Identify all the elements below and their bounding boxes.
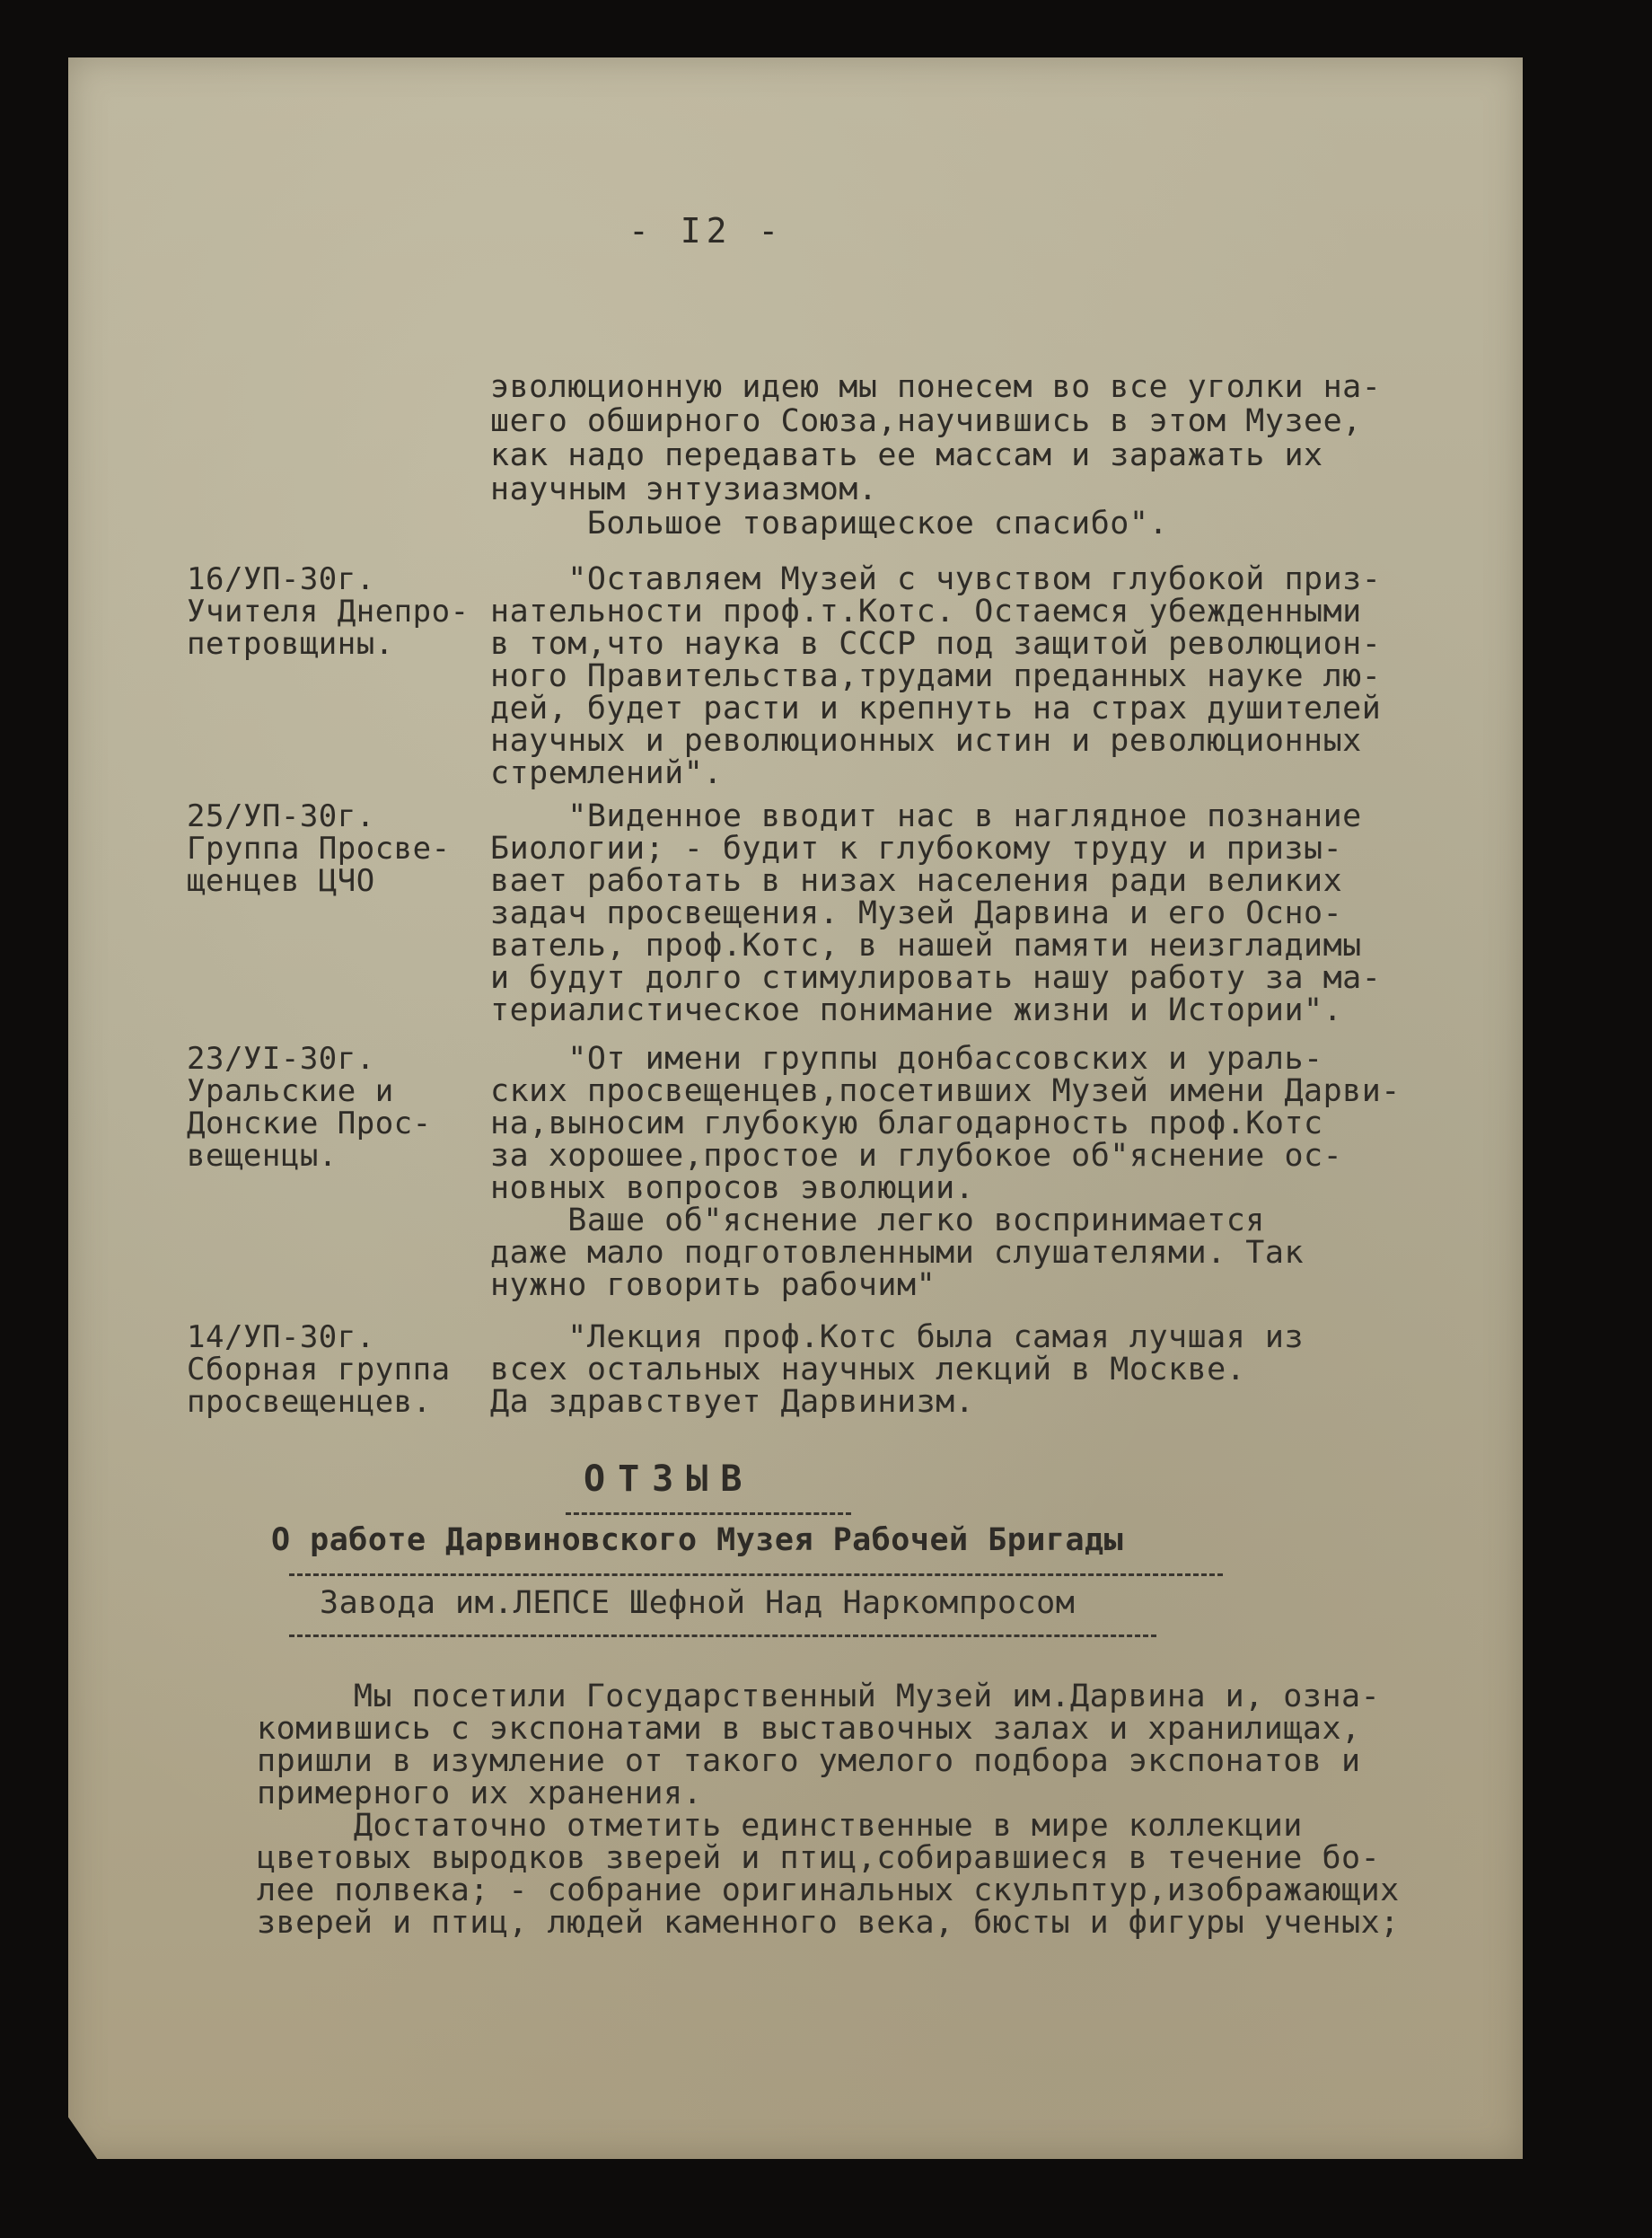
text-line: нужно говорить рабочим"	[490, 1267, 936, 1303]
text-line: и будут долго стимулировать нашу работу за ма-	[490, 960, 1382, 996]
text-line: цветовых выродков зверей и птиц,собиравшиеся в течение бо-	[257, 1840, 1381, 1876]
review-date: 25/УП-30г.	[187, 798, 375, 834]
heading-underline	[566, 1512, 851, 1515]
text-line: Ваше об"яснение легко воспринимается	[490, 1203, 1265, 1238]
text-line: стремлений".	[490, 755, 723, 791]
subtitle-underline	[289, 1573, 1223, 1576]
review-author: просвещенцев.	[187, 1384, 432, 1420]
review-date: 14/УП-30г.	[187, 1319, 375, 1355]
text-line: Мы посетили Государственный Музей им.Дарвина и, озна-	[257, 1678, 1381, 1714]
text-line: териалистическое понимание жизни и Истории".	[490, 992, 1343, 1028]
review-author: Донские Прос-	[187, 1106, 432, 1141]
text-line: "Виденное вводит нас в наглядное познание	[490, 798, 1362, 834]
text-line: дей, будет расти и крепнуть на страх душителей	[490, 691, 1382, 727]
text-line: эволюционную идею мы понесем во все уголки на-	[490, 369, 1382, 405]
review-author: петровщины.	[187, 626, 394, 662]
review-author: Сборная группа	[187, 1352, 451, 1388]
text-line: шего обширного Союза,научившись в этом Музее,	[490, 403, 1362, 439]
text-line: "Оставляем Музей с чувством глубокой приз-	[490, 561, 1382, 597]
review-author: Уральские и	[187, 1073, 394, 1109]
text-line: комившись с экспонатами в выставочных залах и хранилищах,	[257, 1711, 1361, 1747]
otzyv-subtitle: О работе Дарвиновского Музея Рабочей Бригады	[271, 1522, 1124, 1558]
text-line: нательности проф.т.Котс. Остаемся убежденными	[490, 594, 1362, 630]
text-line: ских просвещенцев,посетивших Музей имени Дарви-	[490, 1073, 1401, 1109]
text-line: Достаточно отметить единственные в мире коллекции	[257, 1808, 1303, 1844]
text-line: новных вопросов эволюции.	[490, 1170, 975, 1206]
review-author: Учителя Днепро-	[187, 594, 470, 630]
text-line: даже мало подготовленными слушателями. Так	[490, 1235, 1305, 1271]
text-line: задач просвещения. Музей Дарвина и его Осно-	[490, 895, 1343, 931]
review-date: 23/УI-30г.	[187, 1041, 375, 1077]
review-date: 16/УП-30г.	[187, 561, 375, 597]
text-line: за хорошее,простое и глубокое об"яснение ос-	[490, 1138, 1343, 1174]
otzyv-subtitle: Завода им.ЛЕПСЕ Шефной Над Наркомпросом	[320, 1585, 1076, 1621]
text-line: Большое товарищеское спасибо".	[490, 506, 1169, 542]
text-line: ватель, проф.Котс, в нашей памяти неизгладимы	[490, 928, 1362, 964]
text-line: "Лекция проф.Котс была самая лучшая из	[490, 1319, 1305, 1355]
text-line: лее полвека; - собрание оригинальных скульптур,изображающих	[257, 1872, 1400, 1908]
text-line: пришли в изумление от такого умелого подбора экспонатов и	[257, 1743, 1361, 1779]
text-line: Биологии; - будит к глубокому труду и призы-	[490, 831, 1343, 867]
text-line: зверей и птиц, людей каменного века, бюсты и фигуры ученых;	[257, 1905, 1400, 1941]
review-author: Группа Просве-	[187, 831, 451, 867]
text-line: вает работать в низах населения ради великих	[490, 863, 1343, 899]
text-line: ного Правительства,трудами преданных науке лю-	[490, 658, 1382, 694]
text-line: Да здравствует Дарвинизм.	[490, 1384, 975, 1420]
text-line: всех остальных научных лекций в Москве.	[490, 1352, 1246, 1388]
review-author: вещенцы.	[187, 1138, 338, 1174]
otzyv-heading: ОТЗЫВ	[584, 1458, 755, 1500]
text-line: как надо передавать ее массам и заражать их	[490, 437, 1323, 473]
subtitle-underline	[289, 1634, 1156, 1637]
text-line: в том,что наука в СССР под защитой революцион-	[490, 626, 1382, 662]
text-line: научным энтузиазмом.	[490, 471, 878, 507]
text-line: примерного их хранения.	[257, 1775, 703, 1811]
page-number: - I2 -	[628, 211, 785, 251]
text-line: "От имени группы донбассовских и ураль-	[490, 1041, 1323, 1077]
review-author: щенцев ЦЧО	[187, 863, 375, 899]
text-line: на,выносим глубокую благодарность проф.Котс	[490, 1106, 1323, 1141]
text-line: научных и революционных истин и революционных	[490, 723, 1362, 759]
